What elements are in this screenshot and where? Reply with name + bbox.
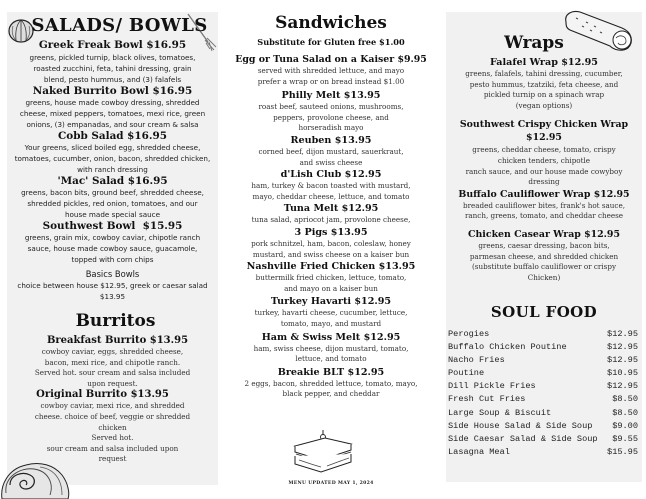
menu-item: Reuben $13.95 corned beef, dijon mustard, sauerkraut, and swiss cheese [221,135,441,168]
menu-item: Southwest Crispy Chicken Wrap $12.95 greens, cheddar cheese, tomato, crispy chicken tenders, chipotle ranch sauce, and our house made cowyboy dressing [446,119,642,187]
menu-item: Breakfast Burrito $13.95 cowboy caviar, eggs, shredded cheese, bacon, mexi rice, and chipotle ranch. Served hot. sour cream and salsa included upon request. [7,334,218,389]
item-name: 'Mac' Salad $16.95 [57,175,168,187]
menu-item: d'Lish Club $12.95 ham, turkey & bacon toasted with mustard, mayo, cheddar cheese, lettuce, and tomato [221,169,441,202]
item-name: Breakfast Burrito $13.95 [46,335,189,346]
list-item: Fresh Cut Fries $8.50 [448,394,638,405]
item-name: Tuna Melt $12.95 [283,203,379,215]
cinnamon-roll-icon [0,455,72,499]
menu-item: Philly Melt $13.95 roast beef, sauteed onions, mushrooms, peppers, provolone cheese, and horseradish mayo [221,90,441,134]
item-name: Reuben $13.95 [290,134,372,146]
item-name: Turkey Havarti $12.95 [270,296,392,308]
item-price: $12.95 [526,132,562,144]
item-name: 3 Pigs $13.95 [294,226,368,238]
item-name: Philly Melt $13.95 [281,90,381,102]
wraps-section [446,33,642,283]
soul-food-section [446,300,642,324]
menu-item: Nashville Fried Chicken $13.95 buttermilk fried chicken, lettuce, tomato, and mayo on a kaiser bun [221,261,441,294]
item-name: Chicken Casear Wrap $12.95 [468,228,620,240]
menu-item: Chicken Casear Wrap $12.95 greens, caesar dressing, bacon bits, parmesan cheese, and shredded chicken (substitute buffalo cauliflower or crispy Chicken) [446,229,642,283]
menu-item: Original Burrito $13.95 cowboy caviar, mexi rice, and shredded cheese. choice of beef, veggie or shredded chicken Served hot. sour cream and salsa included upon request [7,389,218,465]
sandwiches-title: Sandwiches [275,13,387,33]
item-name: Cobb Salad $16.95 [58,130,167,142]
menu-item: Turkey Havarti $12.95 turkey, havarti cheese, cucumber, lettuce, tomato, mayo, and mustard [221,296,441,329]
menu-item: Breakie BLT $12.95 2 eggs, bacon, shredded lettuce, tomato, mayo, black pepper, and cheddar [221,367,441,400]
item-name: Southwest Bowl $15.95 [42,220,183,232]
list-item: Large Soup & Biscuit $8.50 [448,407,638,418]
list-item: Side Caesar Salad & Side Soup $9.55 [448,433,638,444]
item-name: Naked Burrito Bowl $16.95 [32,85,193,97]
menu-item: Southwest Bowl $15.95 greens, grain mix, cowboy caviar, chipotle ranch sauce, house made cowboy sauce, guacamole, topped with corn chips [7,220,218,265]
item-name: Southwest Crispy Chicken Wrap [459,119,629,131]
menu-item: Greek Freak Bowl $16.95 greens, pickled turnip, black olives, tomatoes, roasted zucchini, feta, tahini dressing, grain blend, pesto hummus, and (3) falafels [7,39,218,85]
item-name: d'Lish Club $12.95 [280,169,382,181]
burritos-section [7,310,218,465]
menu-item: Naked Burrito Bowl $16.95 greens, house made cowboy dressing, shredded cheese, mixed peppers, tomatoes, mexi rice, green onions, (3) empanadas, and sour cream & salsa [7,85,218,130]
menu-item: 3 Pigs $13.95 pork schnitzel, ham, bacon, coleslaw, honey mustard, and swiss cheese on a kaiser bun [221,227,441,260]
salads-list [7,39,218,302]
menu-updated-note: MENU UPDATED MAY 1, 2024 [288,481,374,486]
soul-food-list [446,328,642,459]
item-name: Ham & Swiss Melt $12.95 [261,331,401,343]
list-item: Nacho Fries $12.95 [448,355,638,366]
item-name: Falafel Wrap $12.95 [490,57,598,68]
menu-item: Egg or Tuna Salad on a Kaiser $9.95 served with shredded lettuce, and mayo prefer a wrap or on bread instead $1.00 [221,54,441,87]
item-name: Egg or Tuna Salad on a Kaiser $9.95 [235,54,427,65]
gluten-free-note: Substitute for Gluten free $1.00 [257,37,405,47]
item-name: Basics Bowls [85,269,140,279]
item-name: Original Burrito $13.95 [36,389,169,401]
list-item: Perogies $12.95 [448,329,638,339]
menu-item: Buffalo Cauliflower Wrap $12.95 breaded cauliflower bites, frank's hot sauce, ranch, greens, tomato, and cheddar cheese [446,189,642,222]
salads-title: SALADS/ BOWLS [31,15,208,36]
club-sandwich-icon [291,428,355,474]
item-name: Greek Freak Bowl $16.95 [38,39,187,51]
list-item: Side House Salad & Side Soup $9.00 [448,420,638,431]
menu-item: 'Mac' Salad $16.95 greens, bacon bits, ground beef, shredded cheese, shredded pickles, red onion, tomatoes, and our house made special sauce [7,175,218,220]
item-name: Buffalo Cauliflower Wrap $12.95 [458,188,630,200]
list-item: Dill Pickle Fries $12.95 [448,381,638,392]
menu-item-basics: Basics Bowls choice between house $12.95, greek or caesar salad $13.95 [7,269,218,302]
menu-item: Cobb Salad $16.95 Your greens, sliced boiled egg, shredded cheese, tomatoes, cucumber, onion, bacon, shredded chicken, with ranch dressing [7,130,218,175]
list-item: Buffalo Chicken Poutine $12.95 [448,342,638,353]
menu-item: Falafel Wrap $12.95 greens, falafels, tahini dressing, cucumber, pesto hummus, tzatziki, feta cheese, and pickled turnip on a spinach wrap (vegan options) [446,57,642,111]
list-item: Poutine $10.95 [448,368,638,379]
item-name: Breakie BLT $12.95 [277,366,385,378]
item-name: Nashville Fried Chicken $13.95 [246,261,416,273]
burritos-title: Burritos [75,311,156,331]
sandwiches-section [221,11,441,400]
menu-item: Ham & Swiss Melt $12.95 ham, swiss cheese, dijon mustard, tomato, lettuce, and tomato [221,332,441,365]
menu-item: Tuna Melt $12.95 tuna salad, apriocot jam, provolone cheese, [221,203,441,226]
wraps-title: Wraps [504,33,564,53]
soul-food-title: SOUL FOOD [490,303,598,321]
list-item: Lasagna Meal $15.95 [448,446,638,457]
